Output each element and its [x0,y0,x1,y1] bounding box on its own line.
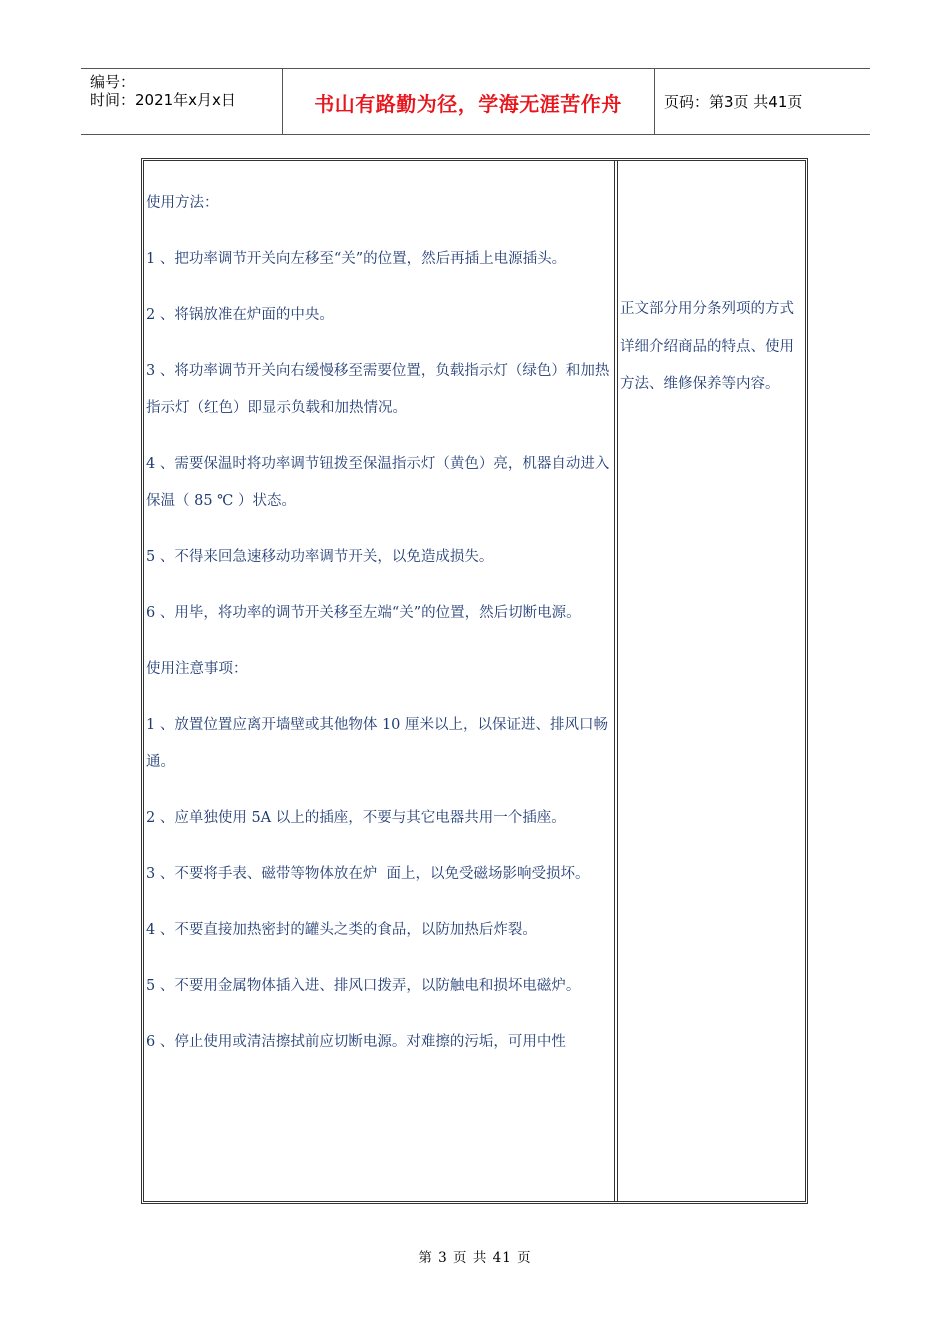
paragraph: 2 、应单独使用 5A 以上的插座，不要与其它电器共用一个插座。 [146,810,566,826]
paragraph: 使用注意事项： [146,661,248,677]
paragraph: 1 、把功率调节开关向左移至“关”的位置，然后再插上电源插头。 [146,251,567,267]
annotation-note: 正文部分用分条列项的方式详细介绍商品的特点、使用方法、维修保养等内容。 [620,301,794,392]
column-divider [614,161,618,1201]
content-table [141,158,808,1204]
paragraph: 3 、将功率调节开关向右缓慢移至需要位置，负载指示灯（绿色）和加热指示灯（红色）即显示负载和加热情况。 [146,363,610,416]
instructions-column [146,185,612,1080]
header-meta [90,73,236,109]
header-divider [654,69,655,134]
page-header [81,68,870,135]
number-label: 编号： [90,73,136,91]
paragraph: 5 、不得来回急速移动功率调节开关，以免造成损失。 [146,549,494,565]
paragraph: 3 、不要将手表、磁带等物体放在炉 面上，以免受磁场影响受损坏。 [146,866,590,882]
paragraph: 4 、不要直接加热密封的罐头之类的食品，以防加热后炸裂。 [146,922,537,938]
page-footer: 第 3 页 共 41 页 [418,1250,532,1266]
paragraph: 使用方法： [146,195,219,211]
paragraph: 4 、需要保温时将功率调节钮拨至保温指示灯（黄色）亮，机器自动进入保温（ 85 ℃ ）状态。 [146,456,610,509]
paragraph: 1 、放置位置应离开墙壁或其他物体 10 厘米以上，以保证进、排风口畅通。 [146,717,609,770]
header-motto: 书山有路勤为径，学海无涯苦作舟 [314,91,622,116]
paragraph: 6 、停止使用或清洁擦拭前应切断电源。对难擦的污垢，可用中性 [146,1034,566,1050]
paragraph: 5 、不要用金属物体插入进、排风口拨弄，以防触电和损坏电磁炉。 [146,978,581,994]
time-label: 时间：2021年x月x日 [90,91,236,109]
paragraph: 2 、将锅放准在炉面的中央。 [146,307,334,323]
paragraph: 6 、用毕，将功率的调节开关移至左端“关”的位置，然后切断电源。 [146,605,581,621]
header-page-info: 页码：第3页 共41页 [664,93,803,111]
